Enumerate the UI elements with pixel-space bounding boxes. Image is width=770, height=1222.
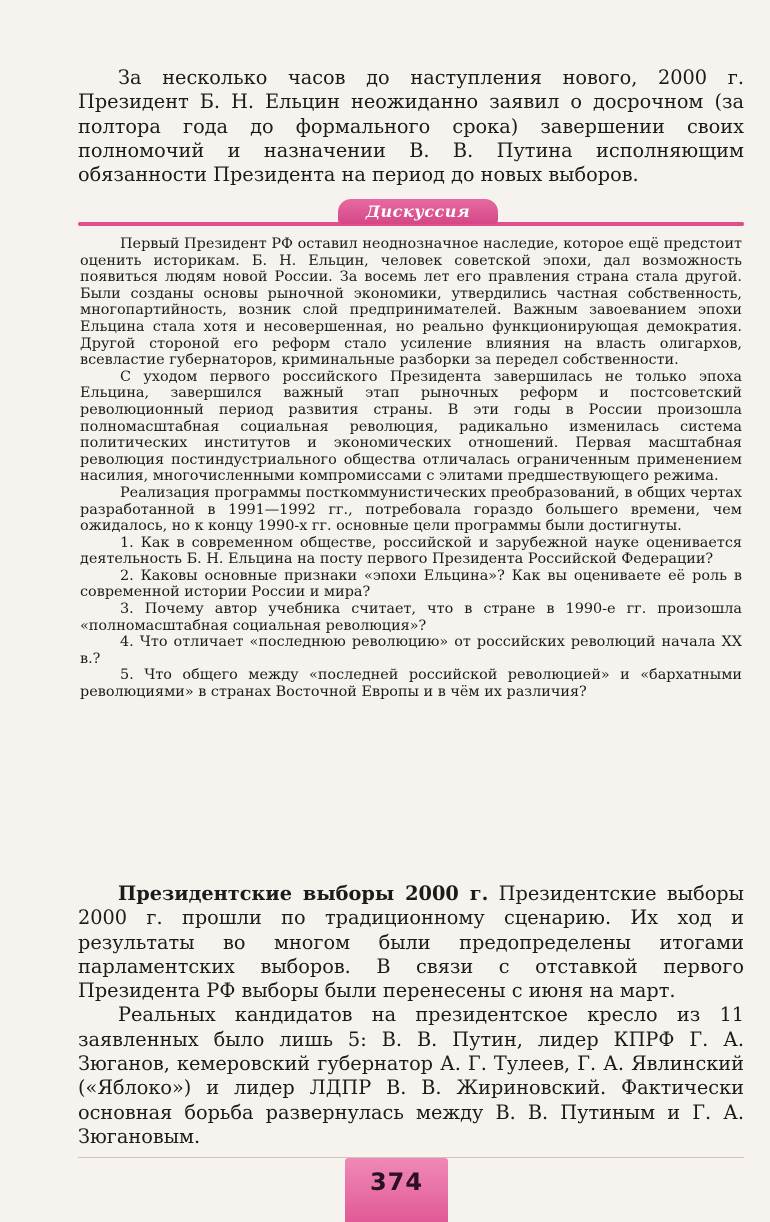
section-heading: Президентские выборы 2000 г. — [118, 882, 489, 905]
discussion-question: 1. Как в современном обществе, российской и зарубежной науке оценивается деятельность Б. Н. Ельцина на посту первого Президента Российской Федерации? — [80, 534, 742, 568]
discussion-question: 3. Почему автор учебника считает, что в стране в 1990-е гг. произошла «полномасштабная социальная революция»? — [80, 601, 742, 634]
discussion-question: 2. Каковы основные признаки «эпохи Ельцина»? Как вы оцениваете её роль в современной истории России и мира? — [80, 567, 742, 601]
page-number-tab — [345, 1158, 448, 1222]
discussion-paragraph: С уходом первого российского Президента завершилась не только эпоха Ельцина, завершился важный этап рыночных реформ и постсоветский революционный период развития страны. В эти годы в России произошла полномасштабная социальная революция, радикально изменилась система политических институтов и экономических отношений. Первая масштабная революция постиндустриального общества отличалась ограниченным применением насилия, многочисленными компромиссами с элитами предшествующего режима. — [80, 368, 742, 485]
discussion-label: Дискуссия — [338, 199, 498, 224]
page-number: 374 — [369, 1168, 424, 1196]
discussion-question: 5. Что общего между «последней российской революцией» и «бархатными революциями» в странах Восточной Европы и в чём их различия? — [80, 667, 742, 701]
intro-paragraph: За несколько часов до наступления нового, 2000 г. Президент Б. Н. Ельцин неожиданно заявил о досрочном (за полтора года до формального срока) завершении своих полномочий и назначении В. В. Путина исполняющим обязанности Президента на период до новых выборов. — [78, 66, 744, 187]
discussion-question: 4. Что отличает «последнюю революцию» от российских революций начала XX в.? — [80, 634, 742, 667]
elections-paragraph-2: Реальных кандидатов на президентское кресло из 11 заявленных было лишь 5: В. В. Путин, лидер КПРФ Г. А. Зюганов, кемеровский губернатор А. Г. Тулеев, Г. А. Явлинский («Яблоко») и лидер ЛДПР В. В. Жириновский. Фактически основная борьба развернулась между В. В. Путиным и Г. А. Зюгановым. — [78, 1003, 744, 1148]
discussion-paragraph: Первый Президент РФ оставил неоднозначное наследие, которое ещё предстоит оценить историкам. Б. Н. Ельцин, человек советской эпохи, дал возможность появиться людям новой России. За восемь лет его правления страна стала другой. Были созданы основы рыночной экономики, утвердились частная собственность, многопартийность, возник слой предпринимателей. Важным завоеванием эпохи Ельцина стала хотя и несовершенная, но реально функционирующая демократия. Другой стороной его реформ стало усиление влияния на власть олигархов, всевластие губернаторов, криминальные разборки за передел собственности. — [80, 236, 742, 369]
elections-text-1: Президентские выборы 2000 г. прошли по традиционному сценарию. Их ход и результаты во многом были предопределены итогами парламентских выборов. В связи с отставкой первого Президента РФ выборы были перенесены с июня на март. — [78, 882, 744, 1003]
discussion-box — [80, 236, 742, 701]
elections-paragraph-1 — [78, 882, 744, 1003]
discussion-paragraph: Реализация программы посткоммунистических преобразований, в общих чертах разработанной в 1991—1992 гг., потребовала гораздо большего времени, чем ожидалось, но к концу 1990-х гг. основные цели программы были достигнуты. — [80, 484, 742, 535]
elections-section — [78, 882, 744, 1149]
